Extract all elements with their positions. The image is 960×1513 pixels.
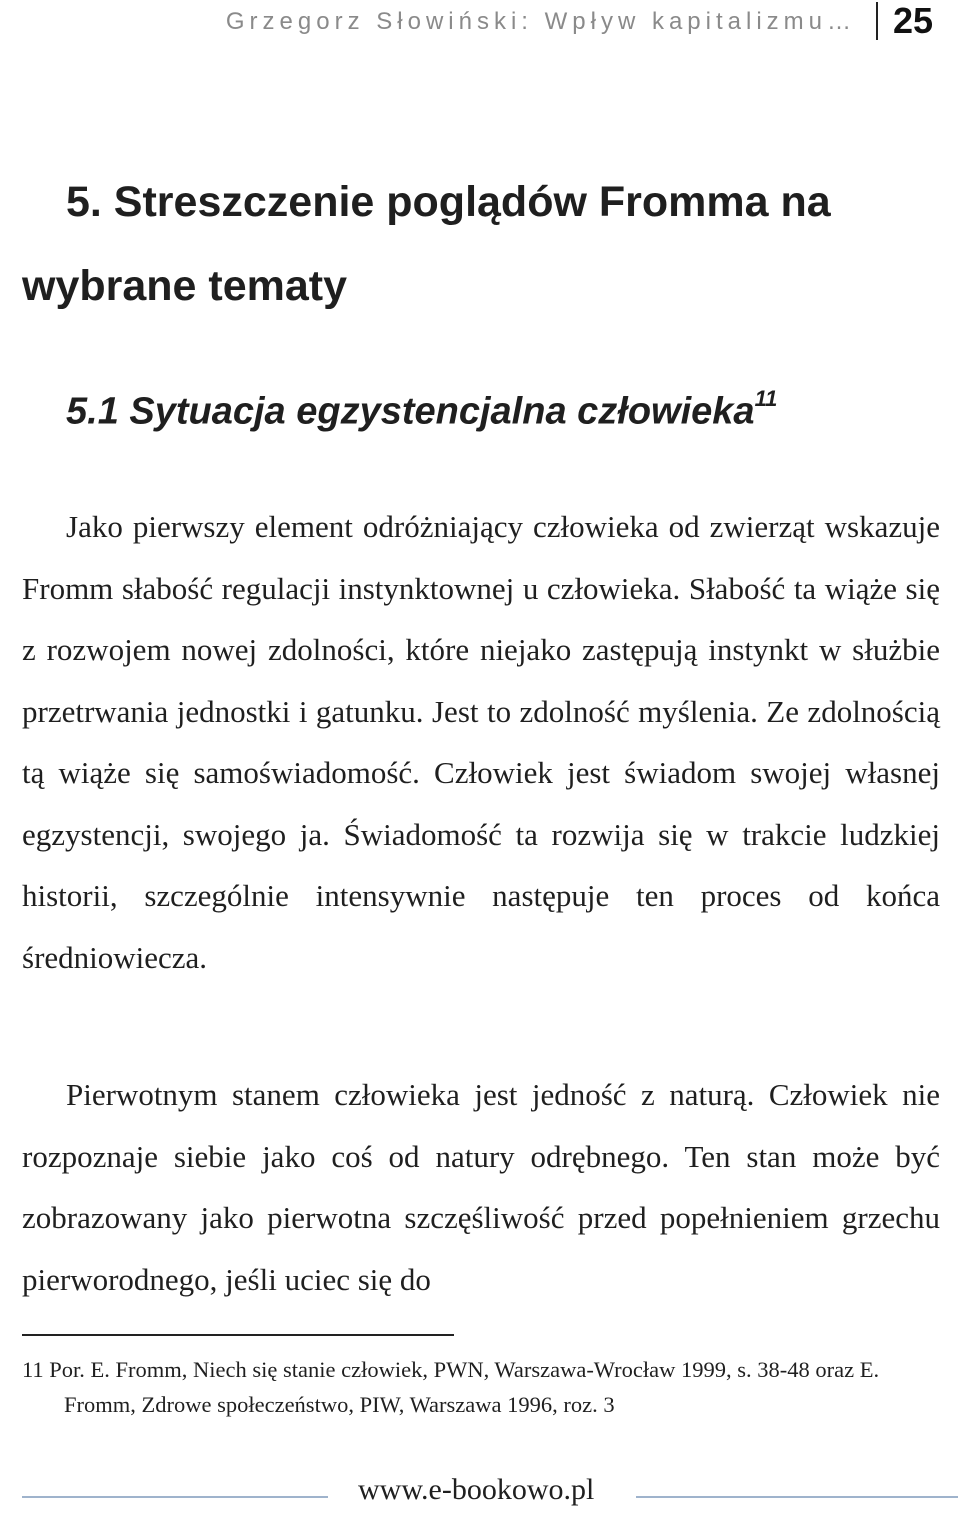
chapter-title: 5. Streszczenie poglądów Fromma na wybrane tematy [22,178,831,310]
page-number: 25 [893,0,934,41]
section-title-text: 5.1 Sytuacja egzystencjalna człowieka [66,390,755,433]
footnote-reference: 11 [754,386,778,411]
footer-rule-right [636,1496,958,1498]
footnote: 11 Por. E. Fromm, Niech się stanie człowiek, PWN, Warszawa-Wrocław 1999, s. 38-48 oraz E. Fromm, Zdrowe społeczeństwo, PIW, Warszawa 1996, roz. 3 [22,1357,880,1417]
page-header [0,0,960,44]
body-paragraph-1: Jako pierwszy element odróżniający człowieka od zwierząt wskazuje Fromm słabość regulacji instynktownej u człowieka. Słabość ta wiąże się z rozwojem nowej zdolności, które niejako zastępują instynkt w służbie przetrwania jednostki i gatunku. Jest to zdolność myślenia. Ze zdolnością tą wiąże się samoświadomość. Człowiek jest świadom swojej własnej egzystencji, swojego ja. Świadomość ta rozwija się w trakcie ludzkiej historii, szczególnie intensywnie następuje ten proces od końca średniowiecza. [22,509,940,975]
footnote-divider [22,1334,454,1336]
body-paragraph-2: Pierwotnym stanem człowieka jest jedność z naturą. Człowiek nie rozpoznaje siebie jako coś od natury odrębnego. Ten stan może być zobrazowany jako pierwotna szczęśliwość przed popełnieniem grzechu pierworodnego, jeśli uciec się do [22,1077,940,1297]
running-head: Grzegorz Słowiński: Wpływ kapitalizmu… [225,8,856,35]
header-divider [876,2,878,40]
footer-url: www.e-bookowo.pl [358,1473,595,1506]
footer-rule-left [22,1496,328,1498]
section-title [66,386,778,434]
